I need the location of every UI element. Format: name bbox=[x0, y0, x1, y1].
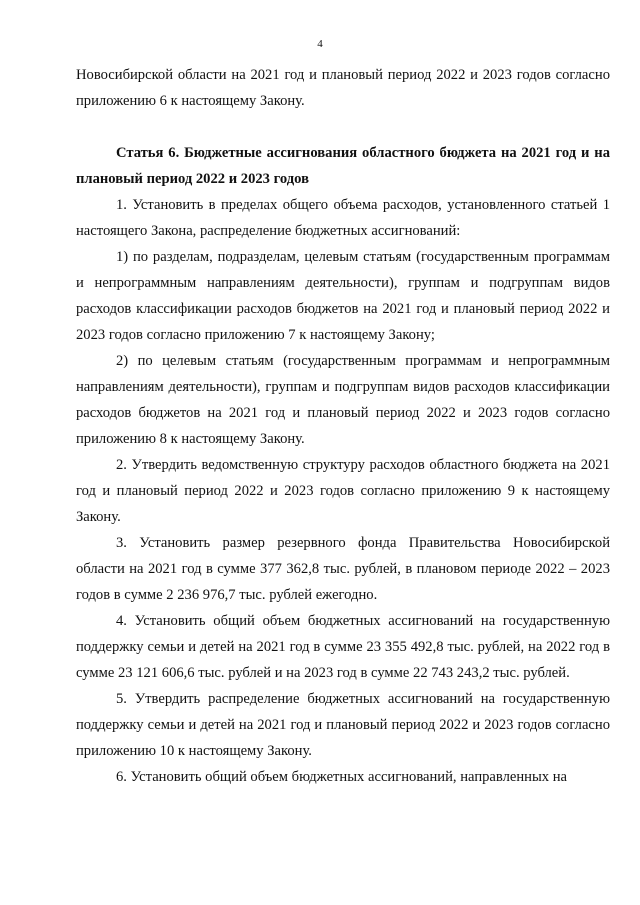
page-number: 4 bbox=[317, 38, 323, 50]
document-body bbox=[76, 62, 610, 790]
paragraph-subitem-1: 1) по разделам, подразделам, целевым статьям (государственным программам и непрограммным направлениям деятельности), группам и подгруппам видов расходов классификации расходов бюджетов на 2021 год и плановый период 2022 и 2023 годов согласно приложению 7 к настоящему Закону; bbox=[76, 249, 610, 343]
paragraph-item-3: 3. Установить размер резервного фонда Правительства Новосибирской области на 2021 год в сумме 377 362,8 тыс. рублей, в плановом периоде 2022 – 2023 годов в сумме 2 236 976,7 тыс. рублей ежегодно. bbox=[76, 535, 610, 603]
paragraph-item-2: 2. Утвердить ведомственную структуру расходов областного бюджета на 2021 год и плановый период 2022 и 2023 годов согласно приложению 9 к настоящему Закону. bbox=[76, 457, 610, 525]
paragraph-continuation: Новосибирской области на 2021 год и плановый период 2022 и 2023 годов согласно приложению 6 к настоящему Закону. bbox=[76, 67, 610, 109]
paragraph-subitem-2: 2) по целевым статьям (государственным программам и непрограммным направлениям деятельности), группам и подгруппам видов расходов классификации расходов бюджетов на 2021 год и плановый период 2022 и 2023 годов согласно приложению 8 к настоящему Закону. bbox=[76, 353, 610, 447]
paragraph-item-6: 6. Установить общий объем бюджетных ассигнований, направленных на bbox=[116, 769, 568, 785]
paragraph-item-5: 5. Утвердить распределение бюджетных ассигнований на государственную поддержку семьи и детей на 2021 год и плановый период 2022 и 2023 годов согласно приложению 10 к настоящему Закону. bbox=[76, 691, 610, 759]
paragraph-item-1: 1. Установить в пределах общего объема расходов, установленного статьей 1 настоящего Закона, распределение бюджетных ассигнований: bbox=[76, 197, 610, 239]
article-heading: Статья 6. Бюджетные ассигнования областного бюджета на 2021 год и на плановый период 2022 и 2023 годов bbox=[76, 145, 610, 187]
paragraph-item-4: 4. Установить общий объем бюджетных ассигнований на государственную поддержку семьи и детей на 2021 год в сумме 23 355 492,8 тыс. рублей, на 2022 год в сумме 23 121 606,6 тыс. рублей и на 2023 год в сумме 22 743 243,2 тыс. рублей. bbox=[76, 613, 610, 681]
